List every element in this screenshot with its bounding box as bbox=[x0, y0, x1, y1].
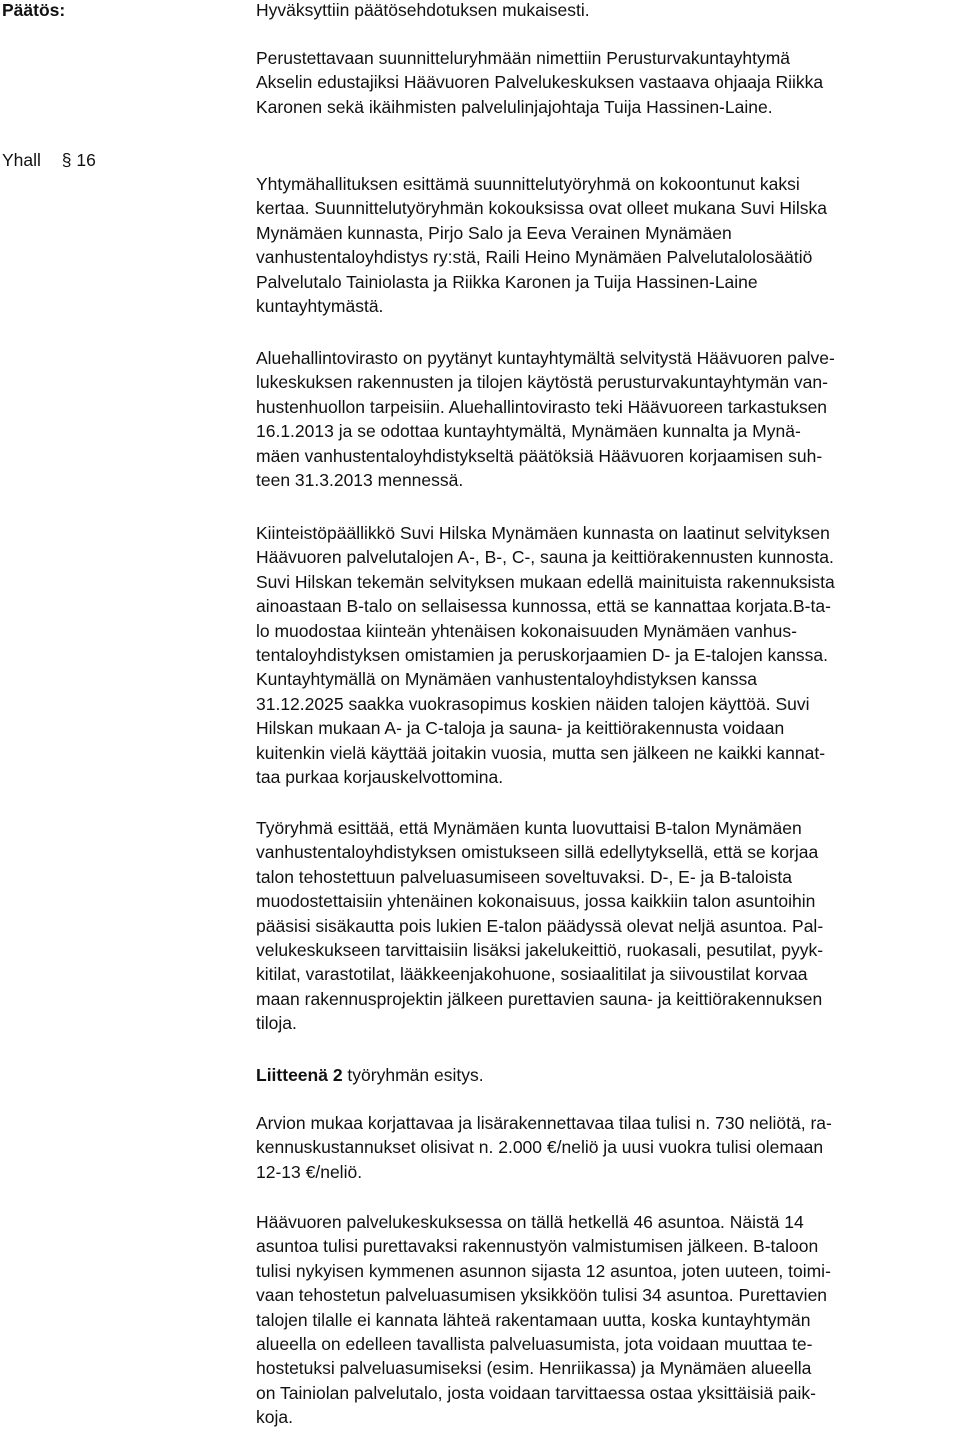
paragraph-apartments bbox=[256, 1210, 956, 1430]
text-line: hustenhuollon tarpeisiin. Aluehallintovirasto teki Häävuoreen tarkastuksen bbox=[256, 396, 828, 417]
text-line: Työryhmä esittää, että Mynämäen kunta luovuttaisi B-talon Mynämäen bbox=[256, 818, 802, 838]
section-label bbox=[2, 148, 96, 172]
text-line: Häävuoren palvelutalojen A-, B-, C-, sauna ja keittiörakennusten kunnosta. bbox=[256, 547, 834, 568]
paragraph-proposal bbox=[256, 816, 956, 1036]
text-line: Palvelutalo Tainiolasta ja Riikka Karonen ja Tuija Hassinen-Laine bbox=[256, 271, 758, 292]
text-line: 12-13 €/neliö. bbox=[256, 1161, 363, 1182]
text-line: kitilat, varastotilat, lääkkeenjakohuone, sosiaalitilat ja siivoustilat korvaa bbox=[256, 964, 808, 985]
decision-label: Päätös: bbox=[2, 0, 66, 20]
text-line: tentaloyhdistyksen omistamien ja peruskorjaamien D- ja E-talojen kanssa. bbox=[256, 644, 828, 665]
text-line: kuitenkin vielä käyttää joitakin vuosia, mutta sen jälkeen ne kaikki kannat- bbox=[256, 742, 826, 763]
paragraph-property-manager bbox=[256, 521, 956, 789]
paragraph-appointments bbox=[256, 46, 956, 119]
attachment-label: Liitteenä 2 bbox=[256, 1065, 343, 1085]
paragraph-regional-agency bbox=[256, 346, 956, 492]
text-line: ainoastaan B-talo on sellaisessa kunnossa, että se kannattaa korjata.B-ta- bbox=[256, 596, 831, 617]
text-line: tiloja. bbox=[256, 1013, 297, 1034]
text-line: vanhustentaloyhdistyksen omistukseen sillä edellytyksellä, että se korjaa bbox=[256, 842, 819, 863]
text-line: Kuntayhtymällä on Mynämäen vanhustentaloyhdistyksen kanssa bbox=[256, 669, 757, 690]
text-line: Karonen sekä ikäihmisten palvelulinjajohtaja Tuija Hassinen-Laine. bbox=[256, 96, 773, 117]
paragraph-working-group bbox=[256, 172, 956, 318]
text-line: koja. bbox=[256, 1407, 293, 1428]
text-line: asuntoa tulisi purettavaksi rakennustyön valmistumisen jälkeen. B-taloon bbox=[256, 1236, 819, 1257]
text-line: lukeskuksen rakennusten ja tilojen käytöstä perusturvakuntayhtymän van- bbox=[256, 372, 828, 393]
text-line: Arvion mukaa korjattavaa ja lisärakennettavaa tilaa tulisi n. 730 neliötä, ra- bbox=[256, 1113, 832, 1133]
text-line: Yhtymähallituksen esittämä suunnittelutyöryhmä on kokoontunut kaksi bbox=[256, 174, 800, 194]
paragraph-decision bbox=[256, 0, 956, 22]
text-line: tulisi nykyisen kymmenen asunnon sijasta 12 asuntoa, joten uuteen, toimi- bbox=[256, 1260, 831, 1281]
text-line: vanhustentaloyhdistys ry:stä, Raili Heino Mynämäen Palvelutalolosäätiö bbox=[256, 247, 813, 268]
text-line: Hyväksyttiin päätösehdotuksen mukaisesti. bbox=[256, 0, 590, 20]
paragraph-cost-estimate bbox=[256, 1111, 956, 1184]
text-line: alueella on edelleen tavallista palveluasumista, jota voidaan muuttaa te- bbox=[256, 1333, 813, 1354]
text-line: Hilskan mukaan A- ja C-taloja ja sauna- ja keittiörakennusta voidaan bbox=[256, 718, 785, 739]
paragraph-attachment bbox=[256, 1063, 956, 1087]
text-line: Aluehallintovirasto on pyytänyt kuntayhtymältä selvitystä Häävuoren palve- bbox=[256, 348, 835, 368]
text-line: pääsisi sisäkautta pois lukien E-talon päädyssä olevat neljä asuntoa. Pal- bbox=[256, 915, 824, 936]
text-line: teen 31.3.2013 mennessä. bbox=[256, 469, 464, 490]
board-abbreviation: Yhall bbox=[2, 150, 41, 170]
text-line: kertaa. Suunnittelutyöryhmän kokouksissa ovat olleet mukana Suvi Hilska bbox=[256, 198, 827, 219]
text-line: vaan tehostetun palveluasumisen yksikköön tulisi 34 asuntoa. Purettavien bbox=[256, 1285, 828, 1306]
text-line: talon tehostettuun palveluasumiseen soveltuvaksi. D-, E- ja B-taloista bbox=[256, 866, 792, 887]
text-line: hostetuksi palveluasumiseksi (esim. Henriikassa) ja Mynämäen alueella bbox=[256, 1358, 812, 1379]
text-line: Suvi Hilskan tekemän selvityksen mukaan edellä mainituista rakennuksista bbox=[256, 571, 835, 592]
attachment-text: työryhmän esitys. bbox=[342, 1065, 484, 1085]
text-line: Mynämäen kunnasta, Pirjo Salo ja Eeva Verainen Mynämäen bbox=[256, 222, 732, 243]
text-line: maan rakennusprojektin jälkeen purettavien sauna- ja keittiörakennuksen bbox=[256, 988, 823, 1009]
text-line: talojen tilalle ei kannata lähteä rakentamaan uutta, koska kuntayhtymän bbox=[256, 1309, 811, 1330]
text-line: kuntayhtymästä. bbox=[256, 295, 384, 316]
text-line: on Tainiolan palvelutalo, josta voidaan tarvittaessa ostaa yksittäisiä paik- bbox=[256, 1382, 816, 1403]
text-line: velukeskukseen tarvittaisiin lisäksi jakelukeittiö, ruokasali, pesutilat, pyyk- bbox=[256, 939, 824, 960]
text-line: mäen vanhustentaloyhdistykseltä päätöksiä Häävuoren korjaamisen suh- bbox=[256, 445, 823, 466]
section-sign: § bbox=[61, 150, 72, 170]
text-line: Häävuoren palvelukeskuksessa on tällä hetkellä 46 asuntoa. Näistä 14 bbox=[256, 1212, 804, 1232]
text-line: kennuskustannukset olisivat n. 2.000 €/neliö ja uusi vuokra tulisi olemaan bbox=[256, 1137, 824, 1158]
text-line: Perustettavaan suunnitteluryhmään nimettiin Perusturvakuntayhtymä bbox=[256, 48, 791, 68]
text-line: Kiinteistöpäällikkö Suvi Hilska Mynämäen kunnasta on laatinut selvityksen bbox=[256, 523, 830, 543]
text-line: 16.1.2013 ja se odottaa kuntayhtymältä, Mynämäen kunnalta ja Mynä- bbox=[256, 421, 801, 442]
text-line: 31.12.2025 saakka vuokrasopimus koskien näiden talojen käyttöä. Suvi bbox=[256, 693, 810, 714]
text-line: Akselin edustajiksi Häävuoren Palvelukeskuksen vastaava ohjaaja Riikka bbox=[256, 72, 824, 93]
text-line: muodostettaisiin yhtenäinen kokonaisuus, jossa kaikkiin talon asuntoihin bbox=[256, 891, 816, 912]
text-line: lo muodostaa kiinteän yhtenäisen kokonaisuuden Mynämäen vanhus- bbox=[256, 620, 797, 641]
text-line: taa purkaa korjauskelvottomina. bbox=[256, 766, 504, 787]
section-number: 16 bbox=[76, 150, 96, 170]
